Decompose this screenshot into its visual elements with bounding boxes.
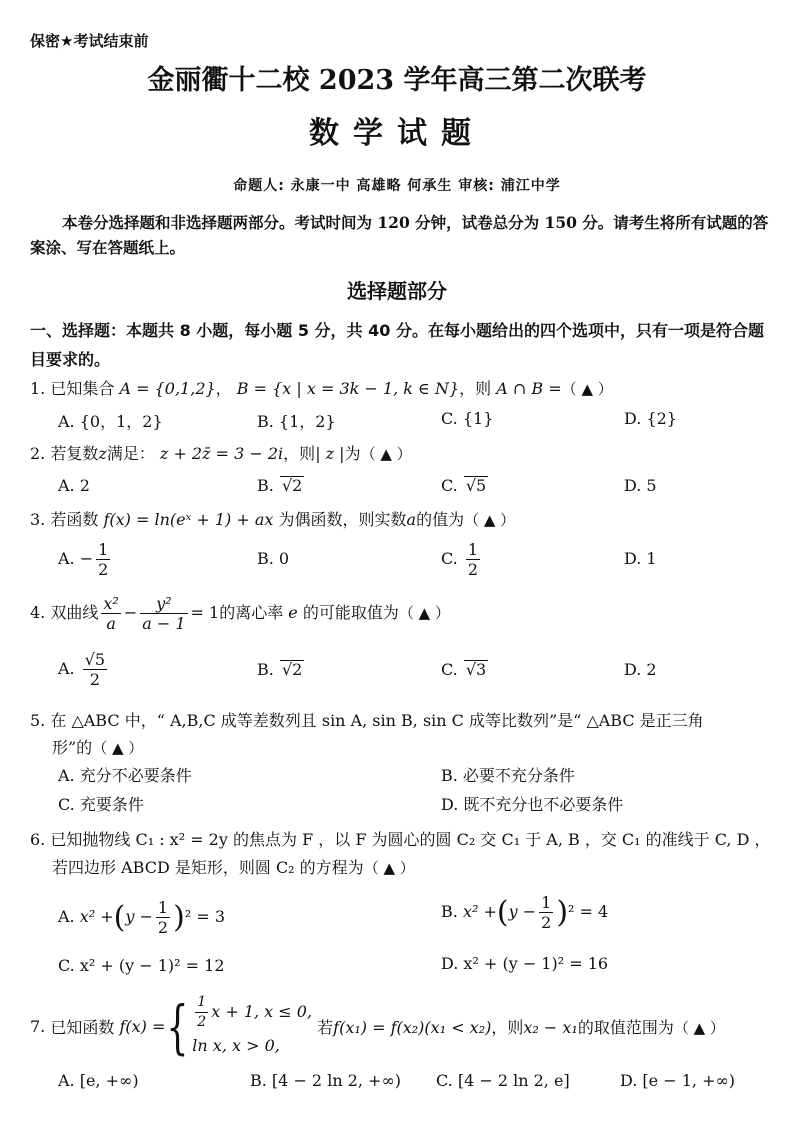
- question-7: 7. 已知函数 f(x) ={ $\frac{1}{2}$ x + 1, x ≤ 0, ln x, x > 0, 若f(x₁) = f(x₂)(x₁ < x₂)，则x₂ − x₁的取值范围为（ ▲ ）: [30, 992, 725, 1061]
- q3-option-c: C. $\frac{1}{2}$: [441, 540, 479, 579]
- question-6-line2: 若四边形 ABCD 是矩形，则圆 C₂ 的方程为（ ▲ ）: [52, 858, 415, 877]
- question-6: 6. 已知抛物线 C₁ : x² = 2y 的焦点为 F ，以 F 为圆心的圆 C₂ 交 C₁ 于 A, B ，交 C₁ 的准线于 C, D ，: [30, 830, 771, 849]
- q5-option-d: D. 既不充分也不必要条件: [441, 795, 624, 814]
- q7-option-b: B. [4 − 2 ln 2, +∞): [250, 1071, 402, 1090]
- q3-option-d: D. 1: [624, 549, 657, 568]
- q5-option-a: A. 充分不必要条件: [58, 766, 192, 785]
- intro-paragraph: 本卷分选择题和非选择题两部分。考试时间为 120 分钟，试卷总分为 150 分。请考生将所有试题的答案涂、写在答题纸上。: [30, 213, 769, 257]
- subject-title: 数学试题: [309, 116, 485, 151]
- q1-option-d: D. {2}: [624, 409, 677, 428]
- q4-option-d: D. 2: [624, 660, 657, 679]
- question-5-line2: 形”的（ ▲ ）: [52, 738, 144, 757]
- q4-option-a: A. $\frac{√5}{2}$: [58, 650, 106, 689]
- q5-option-c: C. 充要条件: [58, 795, 144, 814]
- question-1: 1. 已知集合 A = {0,1,2}， B = {x | x = 3k − 1, k ∈ N}，则 A ∩ B =（ ▲ ）: [30, 379, 613, 398]
- question-2: 2. 若复数z满足： z + 2z̄ = 3 − 2i，则| z |为（ ▲ ）: [30, 444, 412, 463]
- secrecy-label: 保密★考试结束前: [30, 32, 149, 50]
- question-5: 5. 在 △ABC 中，“ A,B,C 成等差数列且 sin A, sin B, sin C 成等比数列”是“ △ABC 是正三角: [30, 711, 704, 730]
- q3-option-a: A. − $\frac{1}{2}$: [58, 540, 109, 579]
- q2-option-d: D. 5: [624, 476, 657, 495]
- q4-option-b: B. √2: [257, 660, 303, 679]
- authors-line: 命题人: 永康一中 高雄略 何承生 审核: 浦江中学: [233, 178, 561, 194]
- q2-option-b: B. √2: [257, 476, 303, 495]
- q2-option-a: A. 2: [58, 476, 90, 495]
- q1-option-a: A. {0，1，2}: [58, 412, 163, 431]
- question-4: 4. 双曲线 $\frac{\text{x²}}{a}$ − $\frac{\text{y²}}{a - 1}$ = 1的离心率 e 的可能取值为（ ▲ ）: [30, 594, 450, 633]
- q6-option-d: D. x² + (y − 1)² = 16: [441, 954, 609, 973]
- part-heading: 选择题部分: [347, 279, 447, 303]
- q6-option-a: A. x² +(y − $\frac{1}{2}$ )² = 3: [58, 898, 225, 937]
- q6-option-b: B. x² +(y − $\frac{1}{2}$ )² = 4: [441, 893, 609, 932]
- question-3: 3. 若函数 f(x) = ln(eˣ + 1) + ax 为偶函数，则实数a的值为（ ▲ ）: [30, 510, 516, 529]
- q2-option-c: C. √5: [441, 476, 487, 495]
- q7-option-d: D. [e − 1, +∞): [620, 1071, 736, 1090]
- q7-option-a: A. [e, +∞): [58, 1071, 139, 1090]
- q6-option-c: C. x² + (y − 1)² = 12: [58, 956, 225, 975]
- q1-option-c: C. {1}: [441, 409, 494, 428]
- q4-option-c: C. √3: [441, 660, 487, 679]
- q5-option-b: B. 必要不充分条件: [441, 766, 575, 785]
- q3-option-b: B. 0: [257, 549, 290, 568]
- section-instructions: 一、选择题：本题共 8 小题，每小题 5 分，共 40 分。在每小题给出的四个选项中，只有一项是符合题目要求的。: [30, 321, 764, 369]
- q7-option-c: C. [4 − 2 ln 2, e]: [436, 1071, 570, 1090]
- exam-title: 金丽衢十二校 2023 学年高三第二次联考: [147, 65, 647, 96]
- q1-option-b: B. {1，2}: [257, 412, 336, 431]
